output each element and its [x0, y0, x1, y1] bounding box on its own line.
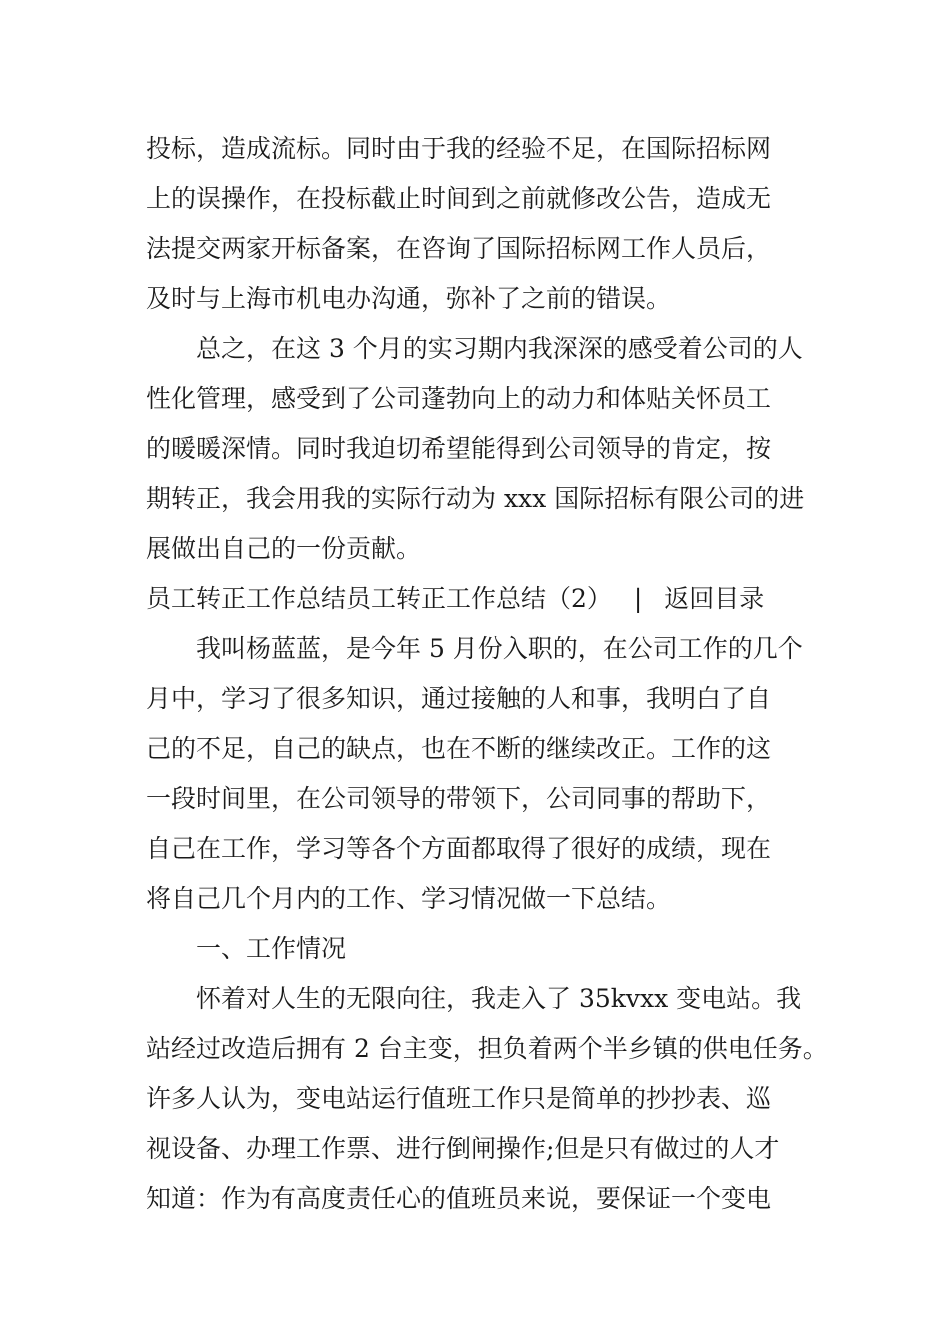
paragraph-3 [146, 624, 816, 924]
text-line: 月中，学习了很多知识，通过接触的人和事，我明白了自 [146, 684, 772, 713]
document-body [146, 124, 828, 1224]
back-to-contents-link[interactable]: 返回目录 [664, 584, 765, 613]
section-title: 员工转正工作总结员工转正工作总结（2） [146, 584, 612, 613]
section-heading [146, 574, 816, 624]
text-line: 站经过改造后拥有 2 台主变，担负着两个半乡镇的供电任务。 [146, 1034, 828, 1063]
text-line: 上的误操作，在投标截止时间到之前就修改公告，造成无 [146, 184, 772, 213]
text-line: 许多人认为，变电站运行值班工作只是简单的抄抄表、巡 [146, 1084, 772, 1113]
subheading-work-situation [146, 924, 816, 974]
paragraph-2 [146, 324, 816, 574]
heading-separator: | [633, 584, 643, 613]
text-line: 将自己几个月内的工作、学习情况做一下总结。 [146, 884, 672, 913]
text-line: 一段时间里，在公司领导的带领下，公司同事的帮助下， [146, 784, 772, 813]
text-line: 我叫杨蓝蓝，是今年 5 月份入职的，在公司工作的几个 [196, 634, 803, 663]
text-line: 己的不足，自己的缺点，也在不断的继续改正。工作的这 [146, 734, 772, 763]
text-line: 自己在工作，学习等各个方面都取得了很好的成绩，现在 [146, 834, 772, 863]
text-line: 及时与上海市机电办沟通，弥补了之前的错误。 [146, 284, 672, 313]
text-line: 视设备、办理工作票、进行倒闸操作;但是只有做过的人才 [146, 1134, 780, 1163]
text-line: 展做出自己的一份贡献。 [146, 534, 422, 563]
subheading-text: 一、工作情况 [196, 934, 347, 963]
paragraph-4 [146, 974, 828, 1224]
text-line: 总之，在这 3 个月的实习期内我深深的感受着公司的人 [196, 334, 803, 363]
text-line: 怀着对人生的无限向往，我走入了 35kvxx 变电站。我 [196, 984, 802, 1013]
text-line: 法提交两家开标备案，在咨询了国际招标网工作人员后， [146, 234, 772, 263]
text-line: 知道：作为有高度责任心的值班员来说，要保证一个变电 [146, 1184, 772, 1213]
text-line: 期转正，我会用我的实际行动为 xxx 国际招标有限公司的进 [146, 484, 805, 513]
text-line: 的暖暖深情。同时我迫切希望能得到公司领导的肯定，按 [146, 434, 772, 463]
paragraph-1 [146, 124, 816, 324]
text-line: 性化管理，感受到了公司蓬勃向上的动力和体贴关怀员工 [146, 384, 772, 413]
text-line: 投标，造成流标。同时由于我的经验不足，在国际招标网 [146, 134, 772, 163]
